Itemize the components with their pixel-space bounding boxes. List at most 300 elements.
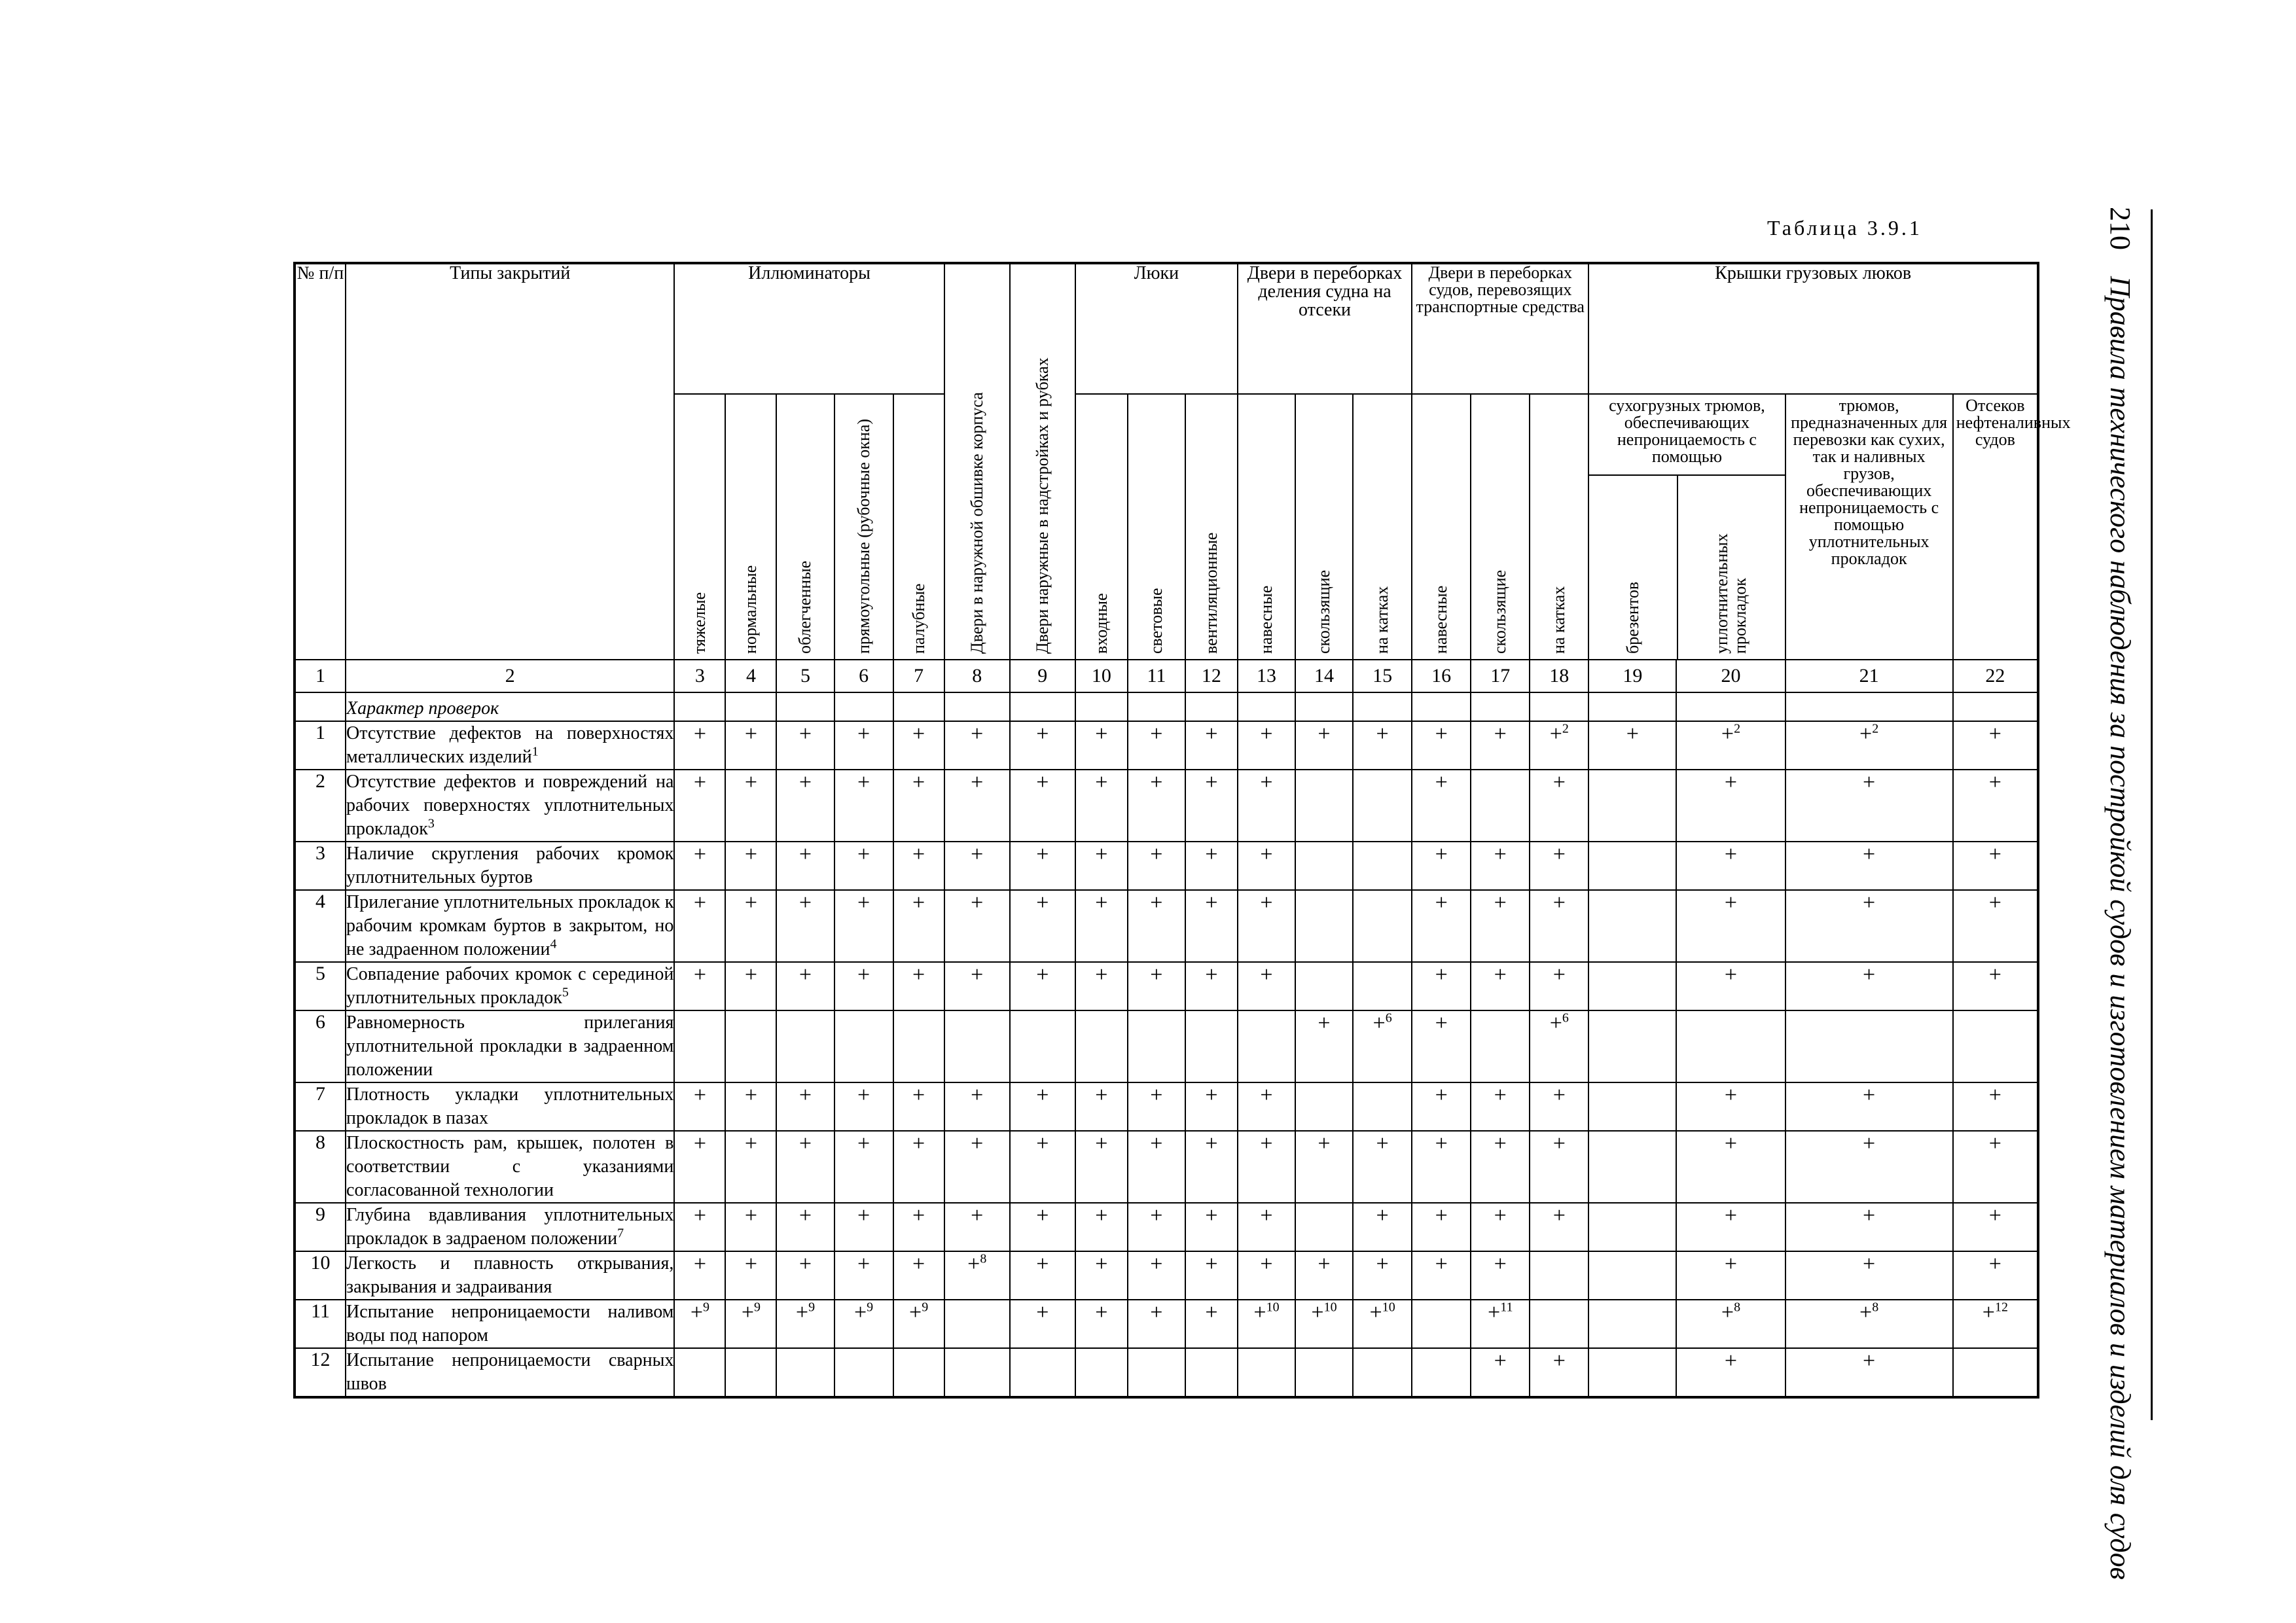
header-bulk-rollers: на катках	[1353, 394, 1412, 660]
check-mark: +	[1295, 1010, 1353, 1082]
check-mark: +	[1010, 721, 1075, 770]
table-row	[295, 1082, 2038, 1131]
check-mark: +	[1412, 1010, 1471, 1082]
check-mark: +	[1953, 1251, 2038, 1300]
check-mark: +	[1238, 1131, 1295, 1203]
check-mark: +	[1185, 890, 1238, 962]
col-number: 6	[834, 660, 893, 692]
check-mark: +$^{10}$	[1295, 1300, 1353, 1348]
check-mark: +	[776, 962, 834, 1010]
header-bulk-hinged: навесные	[1238, 394, 1295, 660]
check-mark: +	[1785, 890, 1953, 962]
check-mark: +	[1075, 962, 1128, 1010]
check-mark: +	[776, 721, 834, 770]
check-mark	[944, 1010, 1010, 1082]
check-mark: +	[1010, 842, 1075, 890]
check-description: Равномерность прилегания уплотнительной прокладки в задраенном положении	[346, 1010, 674, 1082]
check-mark: +	[1128, 770, 1185, 842]
check-mark: +	[674, 890, 725, 962]
check-mark	[1295, 1082, 1353, 1131]
check-mark	[1238, 1348, 1295, 1397]
check-mark: +$^9$	[834, 1300, 893, 1348]
check-mark: +	[1471, 962, 1530, 1010]
check-mark: +	[834, 721, 893, 770]
header-num: № п/п	[295, 263, 346, 660]
check-mark: +	[1075, 1131, 1128, 1203]
check-mark: +	[674, 1203, 725, 1251]
col-number: 14	[1295, 660, 1353, 692]
check-mark: +	[1128, 1251, 1185, 1300]
check-mark: +	[944, 842, 1010, 890]
check-mark	[1588, 962, 1676, 1010]
check-mark: +	[834, 962, 893, 1010]
check-mark: +	[1185, 842, 1238, 890]
check-mark: +	[834, 1251, 893, 1300]
check-mark: +	[1010, 1082, 1075, 1131]
row-number: 4	[295, 890, 346, 962]
header-rule	[2151, 209, 2153, 1420]
check-mark	[776, 1010, 834, 1082]
check-mark: +	[1953, 1131, 2038, 1203]
check-mark: +$^2$	[1530, 721, 1588, 770]
check-mark: +	[893, 721, 944, 770]
check-mark	[1588, 1300, 1676, 1348]
check-mark: +	[1238, 1251, 1295, 1300]
check-mark: +$^9$	[674, 1300, 725, 1348]
check-mark	[1128, 1348, 1185, 1397]
check-mark	[725, 1348, 776, 1397]
check-mark	[1676, 1010, 1785, 1082]
col-number: 12	[1185, 660, 1238, 692]
check-mark	[1295, 890, 1353, 962]
check-mark	[944, 1300, 1010, 1348]
check-mark: +	[944, 1131, 1010, 1203]
check-mark: +	[1412, 1251, 1471, 1300]
header-transport-hinged: навесные	[1412, 394, 1471, 660]
check-mark: +	[834, 1203, 893, 1251]
header-covers: Крышки грузовых люков	[1588, 263, 2038, 394]
check-mark: +	[944, 890, 1010, 962]
check-mark: +	[1238, 842, 1295, 890]
check-mark: +	[674, 770, 725, 842]
check-mark: +	[944, 962, 1010, 1010]
check-mark: +	[1295, 721, 1353, 770]
check-mark: +	[1471, 842, 1530, 890]
row-number: 8	[295, 1131, 346, 1203]
check-mark: +	[1471, 1203, 1530, 1251]
check-mark	[1238, 1010, 1295, 1082]
check-mark: +	[893, 842, 944, 890]
check-mark	[1412, 1300, 1471, 1348]
table-row	[295, 1348, 2038, 1397]
check-mark: +	[1128, 1082, 1185, 1131]
check-mark: +	[893, 770, 944, 842]
header-covers-tarpaulin: брезентов	[1589, 476, 1678, 659]
check-mark: +	[1530, 1348, 1588, 1397]
check-mark	[1785, 1010, 1953, 1082]
check-description: Плоскостность рам, крышек, полотен в соответствии с указаниями согласованной технологии	[346, 1131, 674, 1203]
check-mark: +	[776, 770, 834, 842]
check-mark	[1185, 1348, 1238, 1397]
check-description: Наличие скругления рабочих кромок уплотнительных буртов	[346, 842, 674, 890]
check-mark: +	[1010, 1300, 1075, 1348]
check-mark: +	[776, 1251, 834, 1300]
check-mark: +$^{10}$	[1238, 1300, 1295, 1348]
check-mark: +	[725, 1131, 776, 1203]
check-mark: +	[1185, 1251, 1238, 1300]
check-mark: +	[1238, 1082, 1295, 1131]
col-number: 20	[1676, 660, 1785, 692]
header-bulkhead-doors: Двери в переборках деления судна на отсеки	[1238, 263, 1412, 394]
check-mark: +$^8$	[1676, 1300, 1785, 1348]
check-mark: +	[1353, 1251, 1412, 1300]
check-mark	[1075, 1010, 1128, 1082]
col-number: 17	[1471, 660, 1530, 692]
check-mark	[1010, 1348, 1075, 1397]
check-mark: +$^8$	[944, 1251, 1010, 1300]
section-label-row	[295, 692, 2038, 721]
check-mark: +	[1238, 890, 1295, 962]
row-number: 2	[295, 770, 346, 842]
check-mark: +	[1676, 1131, 1785, 1203]
check-mark	[1353, 890, 1412, 962]
footnote-ref: 4	[550, 936, 557, 952]
col-number: 19	[1588, 660, 1676, 692]
check-mark: +	[776, 842, 834, 890]
row-number: 10	[295, 1251, 346, 1300]
check-mark	[1953, 1010, 2038, 1082]
check-mark: +$^{10}$	[1353, 1300, 1412, 1348]
check-mark	[1471, 770, 1530, 842]
check-mark: +	[834, 1082, 893, 1131]
row-number: 3	[295, 842, 346, 890]
header-bulk-sliding: скользящие	[1295, 394, 1353, 660]
check-mark	[1185, 1010, 1238, 1082]
check-mark: +	[1785, 1082, 1953, 1131]
check-mark	[1128, 1010, 1185, 1082]
check-mark: +	[1412, 1131, 1471, 1203]
check-mark: +	[1128, 1131, 1185, 1203]
check-mark: +	[1295, 1131, 1353, 1203]
check-mark: +	[1128, 962, 1185, 1010]
check-mark: +	[893, 1131, 944, 1203]
col-number: 3	[674, 660, 725, 692]
check-mark: +	[893, 890, 944, 962]
check-mark: +	[1412, 1203, 1471, 1251]
check-mark	[1295, 842, 1353, 890]
header-hatches: Люки	[1075, 263, 1238, 394]
check-mark	[1588, 890, 1676, 962]
check-mark: +	[1471, 721, 1530, 770]
check-mark: +	[1010, 1251, 1075, 1300]
check-mark: +	[1676, 890, 1785, 962]
check-mark: +	[893, 1251, 944, 1300]
check-mark: +	[1785, 1131, 1953, 1203]
check-mark: +	[1676, 1082, 1785, 1131]
check-mark: +	[1953, 1082, 2038, 1131]
check-mark: +	[1353, 1131, 1412, 1203]
check-description: Плотность укладки уплотнительных прокладок в пазах	[346, 1082, 674, 1131]
check-mark	[1588, 1203, 1676, 1251]
check-mark: +	[1676, 842, 1785, 890]
check-mark: +	[1128, 1300, 1185, 1348]
col-number: 1	[295, 660, 346, 692]
check-mark	[1530, 1251, 1588, 1300]
check-mark: +	[834, 842, 893, 890]
row-number: 6	[295, 1010, 346, 1082]
check-mark	[1295, 770, 1353, 842]
footnote-ref: 7	[617, 1226, 624, 1241]
check-mark: +	[1010, 1203, 1075, 1251]
check-mark: +	[674, 842, 725, 890]
check-mark: +	[1075, 1082, 1128, 1131]
check-mark: +	[1471, 1082, 1530, 1131]
check-mark: +	[1185, 1300, 1238, 1348]
check-mark: +	[1128, 721, 1185, 770]
check-description: Испытание непроницаемости сварных швов	[346, 1348, 674, 1397]
check-mark	[1353, 842, 1412, 890]
check-mark: +	[1128, 890, 1185, 962]
check-mark: +	[1953, 770, 2038, 842]
table-body	[295, 692, 2038, 1397]
check-mark: +	[1075, 1203, 1128, 1251]
check-mark: +	[674, 1251, 725, 1300]
check-mark: +	[1128, 1203, 1185, 1251]
check-mark: +$^{12}$	[1953, 1300, 2038, 1348]
check-mark: +	[725, 842, 776, 890]
header-porthole-deck: палубные	[893, 394, 944, 660]
col-number: 4	[725, 660, 776, 692]
check-mark	[1295, 1203, 1353, 1251]
check-mark: +	[1412, 962, 1471, 1010]
check-mark: +	[1953, 1203, 2038, 1251]
col-number: 7	[893, 660, 944, 692]
header-doors-outer: Двери в наружной обшивке корпуса	[944, 263, 1010, 660]
check-mark: +	[1588, 721, 1676, 770]
check-mark: +	[1676, 1251, 1785, 1300]
check-mark: +	[1185, 721, 1238, 770]
check-mark: +	[893, 1082, 944, 1131]
check-mark: +	[1185, 1203, 1238, 1251]
check-mark: +$^6$	[1353, 1010, 1412, 1082]
check-mark: +	[1785, 962, 1953, 1010]
check-mark: +	[1676, 1203, 1785, 1251]
header-porthole-normal: нормальные	[725, 394, 776, 660]
table-row	[295, 721, 2038, 770]
check-description: Отсутствие дефектов на поверхностях металлических изделий$^1$	[346, 721, 674, 770]
header-covers-tanker: Отсеков нефтеналивных судов	[1953, 394, 2038, 660]
check-mark: +	[1412, 842, 1471, 890]
footnote-ref: 1	[531, 744, 539, 759]
check-mark: +	[725, 721, 776, 770]
check-mark	[1295, 962, 1353, 1010]
check-mark	[1075, 1348, 1128, 1397]
check-mark: +$^9$	[776, 1300, 834, 1348]
check-mark: +	[1075, 890, 1128, 962]
check-description: Глубина вдавливания уплотнительных прокладок в задраеном положении$^7$	[346, 1203, 674, 1251]
row-number: 5	[295, 962, 346, 1010]
check-mark: +	[893, 962, 944, 1010]
check-mark: +	[674, 721, 725, 770]
header-transport-sliding: скользящие	[1471, 394, 1530, 660]
check-mark: +	[1530, 1131, 1588, 1203]
check-description: Легкость и плавность открывания, закрывания и задраивания	[346, 1251, 674, 1300]
check-description: Прилегание уплотнительных прокладок к рабочим кромкам буртов в закрытом, но не задраенном положении$^4$	[346, 890, 674, 962]
check-description: Совпадение рабочих кромок с серединой уплотнительных прокладок$^5$	[346, 962, 674, 1010]
header-types: Типы закрытий	[346, 263, 674, 660]
section-label: Характер проверок	[346, 692, 674, 721]
table-row	[295, 1251, 2038, 1300]
check-mark: +	[1010, 770, 1075, 842]
check-mark: +	[834, 1131, 893, 1203]
check-mark: +	[1353, 1203, 1412, 1251]
check-mark: +	[1075, 1300, 1128, 1348]
check-mark: +	[1785, 842, 1953, 890]
row-number: 9	[295, 1203, 346, 1251]
row-number: 12	[295, 1348, 346, 1397]
check-mark: +	[725, 770, 776, 842]
check-mark	[1588, 770, 1676, 842]
check-mark: +	[1953, 721, 2038, 770]
check-mark: +	[1075, 842, 1128, 890]
col-number: 16	[1412, 660, 1471, 692]
check-mark: +	[1953, 962, 2038, 1010]
check-mark: +	[1785, 1203, 1953, 1251]
check-mark: +	[1238, 962, 1295, 1010]
check-mark	[1588, 1348, 1676, 1397]
header-porthole-light: облегченные	[776, 394, 834, 660]
check-mark: +	[674, 1082, 725, 1131]
check-mark: +	[1471, 1251, 1530, 1300]
check-mark	[1588, 1251, 1676, 1300]
check-mark	[834, 1348, 893, 1397]
check-mark	[1588, 842, 1676, 890]
check-mark	[1353, 1082, 1412, 1131]
check-mark: +	[834, 770, 893, 842]
table-row	[295, 1131, 2038, 1203]
check-mark: +	[1471, 1348, 1530, 1397]
check-mark: +	[1075, 770, 1128, 842]
check-mark: +	[776, 1082, 834, 1131]
check-mark: +	[1471, 1131, 1530, 1203]
check-mark: +	[1185, 770, 1238, 842]
col-number: 5	[776, 660, 834, 692]
col-number: 13	[1238, 660, 1295, 692]
check-mark	[1588, 1010, 1676, 1082]
col-number: 9	[1010, 660, 1075, 692]
check-mark	[834, 1010, 893, 1082]
check-mark: +	[725, 890, 776, 962]
check-mark: +	[725, 1082, 776, 1131]
check-mark	[725, 1010, 776, 1082]
check-mark: +	[1530, 890, 1588, 962]
check-mark	[1471, 1010, 1530, 1082]
check-mark: +	[1676, 1348, 1785, 1397]
check-mark: +	[1412, 770, 1471, 842]
col-number: 22	[1953, 660, 2038, 692]
check-mark: +	[1185, 1082, 1238, 1131]
check-mark: +	[1785, 770, 1953, 842]
page-number: 210	[2104, 207, 2137, 250]
check-mark: +	[1530, 770, 1588, 842]
check-mark: +	[1676, 962, 1785, 1010]
row-number: 1	[295, 721, 346, 770]
check-mark: +$^{11}$	[1471, 1300, 1530, 1348]
check-mark: +	[776, 890, 834, 962]
check-mark: +	[1953, 842, 2038, 890]
check-mark: +	[1412, 1082, 1471, 1131]
check-mark: +	[1075, 721, 1128, 770]
check-mark	[674, 1348, 725, 1397]
check-mark: +	[1785, 1251, 1953, 1300]
check-mark: +	[1676, 770, 1785, 842]
header-porthole-heavy: тяжелые	[674, 394, 725, 660]
check-mark: +	[1238, 1203, 1295, 1251]
table-row	[295, 1010, 2038, 1082]
table-row	[295, 1300, 2038, 1348]
check-mark: +	[1412, 890, 1471, 962]
check-mark: +	[1010, 962, 1075, 1010]
col-number: 11	[1128, 660, 1185, 692]
check-mark: +	[1530, 1082, 1588, 1131]
check-mark: +	[1185, 1131, 1238, 1203]
check-mark: +	[725, 1203, 776, 1251]
running-header	[2094, 207, 2147, 1580]
col-number: 10	[1075, 660, 1128, 692]
check-mark: +	[1785, 1348, 1953, 1397]
check-mark	[1010, 1010, 1075, 1082]
check-mark: +	[834, 890, 893, 962]
footnote-ref: 5	[562, 985, 569, 1000]
table-row	[295, 1203, 2038, 1251]
check-mark: +	[674, 962, 725, 1010]
check-mark: +	[944, 1082, 1010, 1131]
check-mark	[1588, 1082, 1676, 1131]
header-doors-superstructure: Двери наружные в надстройках и рубках	[1010, 263, 1075, 660]
check-mark: +	[893, 1203, 944, 1251]
running-title: Правила технического наблюдения за постройкой судов и изготовлением материалов и изделий для судов	[2104, 276, 2137, 1580]
table-row	[295, 770, 2038, 842]
row-number: 7	[295, 1082, 346, 1131]
check-mark: +	[1010, 1131, 1075, 1203]
check-mark: +	[1010, 890, 1075, 962]
check-mark	[1412, 1348, 1471, 1397]
table-row	[295, 962, 2038, 1010]
check-mark	[893, 1010, 944, 1082]
header-covers-gaskets: уплотнительных прокладок	[1712, 533, 1750, 654]
check-mark: +	[1530, 842, 1588, 890]
column-number-row	[295, 660, 2038, 692]
check-mark: +	[776, 1131, 834, 1203]
table-row	[295, 890, 2038, 962]
check-mark: +$^6$	[1530, 1010, 1588, 1082]
table-row	[295, 842, 2038, 890]
col-number: 15	[1353, 660, 1412, 692]
col-number: 2	[346, 660, 674, 692]
check-description: Отсутствие дефектов и повреждений на рабочих поверхностях уплотнительных прокладок$^3$	[346, 770, 674, 842]
header-porthole-rect: прямоугольные (рубочные окна)	[834, 394, 893, 660]
check-mark: +	[1295, 1251, 1353, 1300]
check-mark: +	[776, 1203, 834, 1251]
header-covers-holds: трюмов, предназначенных для перевозки как сухих, так и наливных грузов, обеспечивающих непроницаемость с помощью уплотнительных прокладок	[1785, 394, 1953, 660]
check-mark: +	[1530, 1203, 1588, 1251]
check-mark: +$^2$	[1785, 721, 1953, 770]
row-number: 11	[295, 1300, 346, 1348]
check-mark: +	[725, 962, 776, 1010]
check-mark	[674, 1010, 725, 1082]
check-mark: +	[1238, 721, 1295, 770]
check-mark: +	[1412, 721, 1471, 770]
